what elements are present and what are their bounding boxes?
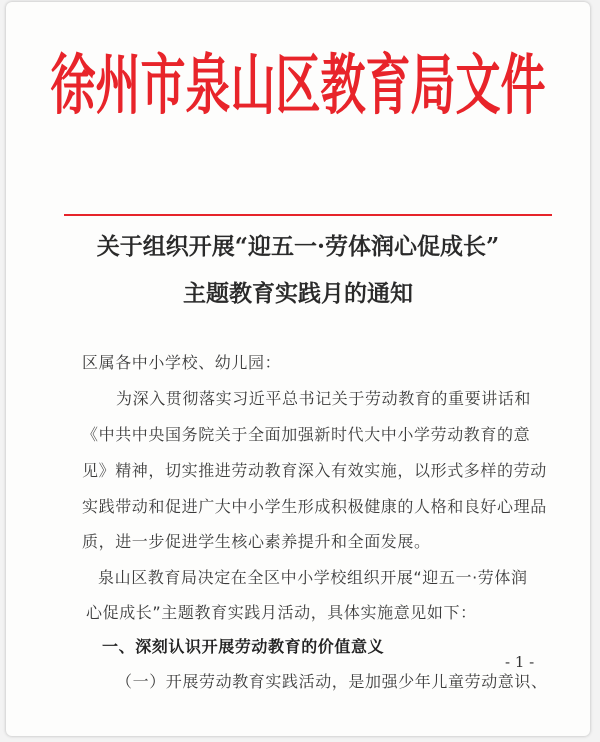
body-paragraph-line: 心促成长”主题教育实践月活动，具体实施意见如下： bbox=[86, 603, 477, 622]
body-paragraph-line: 《中共中央国务院关于全面加强新时代大中小学劳动教育的意 bbox=[82, 425, 531, 444]
document-title-line-2: 主题教育实践月的通知 bbox=[183, 280, 413, 307]
body-paragraph-line: 见》精神，切实推进劳动教育深入有效实施，以形式多样的劳动 bbox=[82, 461, 547, 480]
red-divider-line bbox=[64, 214, 552, 216]
body-paragraph-line: （一）开展劳动教育实践活动，是加强少年儿童劳动意识、 bbox=[116, 672, 548, 691]
document-title-line-1: 关于组织开展“迎五一·劳体润心促成长” bbox=[96, 233, 500, 260]
page-number: - 1 - bbox=[505, 653, 535, 671]
body-paragraph-line: 实践带动和促进广大中小学生形成积极健康的人格和良好心理品 bbox=[82, 497, 547, 516]
issuer-masthead: 徐州市泉山区教育局文件 bbox=[50, 46, 546, 124]
body-paragraph-line: 泉山区教育局决定在全区中小学校组织开展“迎五一·劳体润 bbox=[98, 568, 528, 587]
body-paragraph-line: 为深入贯彻落实习近平总书记关于劳动教育的重要讲话和 bbox=[116, 389, 532, 408]
document-page bbox=[6, 2, 590, 736]
salutation: 区属各中小学校、幼儿园： bbox=[82, 353, 282, 372]
section-heading: 一、深刻认识开展劳动教育的价值意义 bbox=[102, 637, 385, 656]
body-paragraph-line: 质，进一步促进学生核心素养提升和全面发展。 bbox=[82, 532, 431, 551]
